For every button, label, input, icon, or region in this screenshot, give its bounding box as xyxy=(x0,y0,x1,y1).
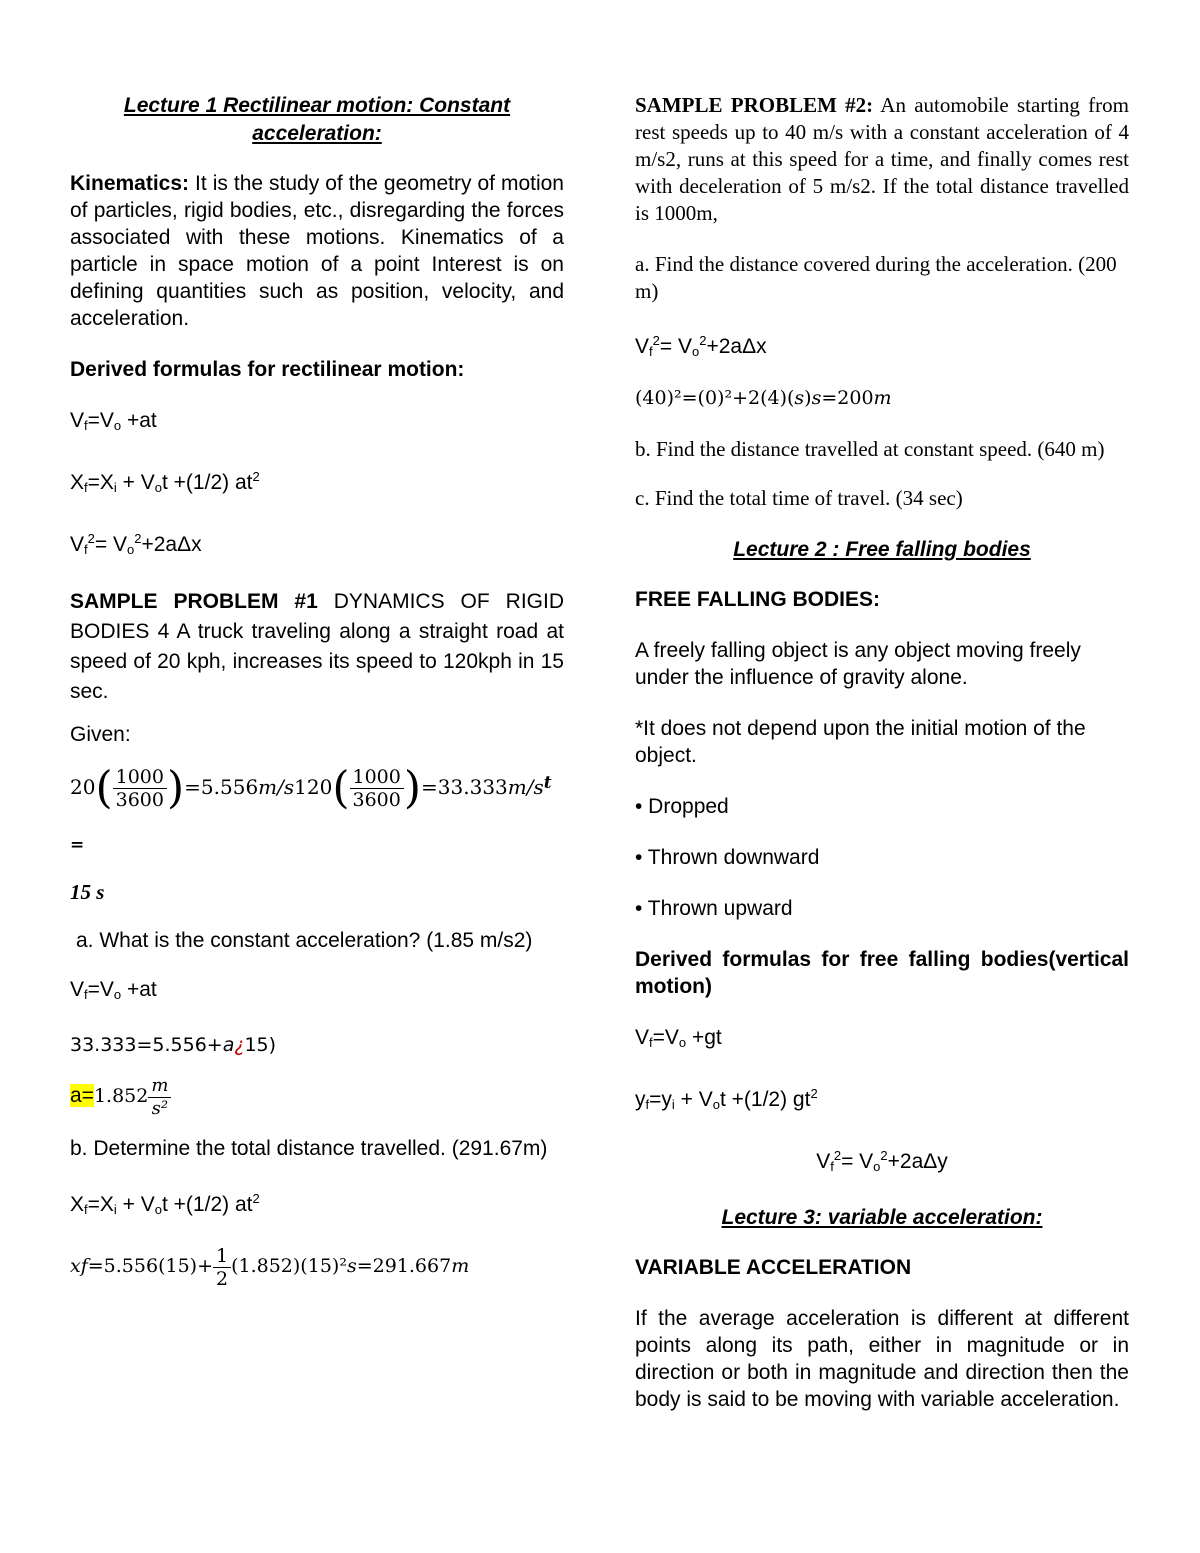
eq40-left: (40)²=(0)²+2(4)( xyxy=(635,387,795,409)
given-time-value: 15 s xyxy=(70,880,105,904)
derived-ff-heading: Derived formulas for free falling bodies(vertical motion) xyxy=(635,948,1129,998)
sp2-label: SAMPLE PROBLEM #2: xyxy=(635,93,874,117)
bullet-dropped: • Dropped xyxy=(635,795,729,818)
sp2-question-c: c. Find the total time of travel. (34 sec) xyxy=(635,486,963,510)
given-unit-1: m/s xyxy=(258,775,295,799)
xf-var: xf xyxy=(70,1255,88,1277)
variable-acceleration-heading: VARIABLE ACCELERATION xyxy=(635,1256,912,1279)
a-unit-num: m xyxy=(148,1075,171,1098)
xf-part-b: (1.852)(15)² xyxy=(231,1255,347,1277)
sample-problem-2 xyxy=(635,92,1129,227)
question-b: b. Determine the total distance travelled. (291.67m) xyxy=(70,1137,548,1160)
ffb-definition: A freely falling object is any object moving freely under the influence of gravity alone. xyxy=(635,639,1081,689)
sp1-label: SAMPLE PROBLEM #1 xyxy=(70,590,318,613)
bullet-thrown-upward: • Thrown upward xyxy=(635,897,793,920)
bullet-thrown-downward: • Thrown downward xyxy=(635,846,820,869)
a-label: a= xyxy=(70,1084,94,1107)
acc-eq-left: 33.333=5.556+ xyxy=(70,1034,223,1056)
acc-eq-end: 15) xyxy=(244,1034,277,1056)
lecture1-title-line2: acceleration: xyxy=(252,122,382,145)
given-unit-2: m/s xyxy=(507,775,544,799)
given-den-2: 3600 xyxy=(352,789,401,811)
kinematics-paragraph xyxy=(70,170,564,332)
ffb-heading: FREE FALLING BODIES: xyxy=(635,588,881,611)
xf-s: s xyxy=(346,1255,357,1277)
given-result-2: =33.333 xyxy=(421,775,508,799)
eq40-m: m xyxy=(873,387,892,409)
kinematics-text: It is the study of the geometry of motion of particles, rigid bodies, etc., disregarding the forces associated with these motions. Kinematics of a particle in space motion of a point Interest is on defining quantities such as position, velocity, and acceleration. xyxy=(70,172,564,330)
formula-yf: $y_f=y_i + V_ot +(1/2)$ $gt^2$ xyxy=(635,1086,818,1112)
given-equation: 20( $\frac{1000}{3600}$ )=5.556m/s120( $\frac{1000}{3600}$ )$=33.333m/s^{t =}$ xyxy=(70,762,552,855)
xf-m: m xyxy=(451,1255,470,1277)
sp2-equation xyxy=(635,385,1129,412)
given-fraction-2 xyxy=(350,766,404,811)
xf-part-a: =5.556(15)+ xyxy=(87,1255,213,1277)
half-fraction xyxy=(213,1245,231,1290)
acceleration-equation xyxy=(70,1032,564,1059)
sp1-text: DYNAMICS OF RIGID BODIES 4 A truck traveling along a straight road at speed of 20 kph, increases its speed to 120kph in 15 sec. xyxy=(70,590,564,703)
kinematics-label: Kinematics: xyxy=(70,172,190,195)
sample-problem-1 xyxy=(70,587,564,707)
given-result-1: =5.556 xyxy=(184,775,259,799)
question-a: a. What is the constant acceleration? (1.85 m/s2) xyxy=(76,929,533,952)
a-unit-fraction xyxy=(148,1075,171,1120)
half-den: 2 xyxy=(216,1267,229,1290)
distance-equation xyxy=(70,1241,564,1291)
ffb-note: *It does not depend upon the initial motion of the object. xyxy=(635,717,1086,767)
sp2-text: An automobile starting from rest speeds up to 40 m/s with a constant acceleration of 4 m/s2, runs at this speed for a time, and finally comes rest with deceleration of 5 m/s2. If the total distance travelled is 1000m, xyxy=(635,93,1130,225)
acc-eq-a: a xyxy=(222,1034,235,1056)
acc-eq-error-glyph: ¿ xyxy=(234,1034,245,1056)
right-column xyxy=(635,92,1129,1437)
given-num-2: 1000 xyxy=(350,766,404,789)
given-v1: 20 xyxy=(70,775,96,799)
a-unit-den: s² xyxy=(151,1098,169,1120)
lecture2-title: Lecture 2 : Free falling bodies xyxy=(733,538,1031,561)
a-value: 1.852 xyxy=(93,1085,149,1107)
given-den-1: 3600 xyxy=(115,789,164,811)
derived-formulas-heading: Derived formulas for rectilinear motion: xyxy=(70,358,465,381)
left-column xyxy=(70,92,564,1291)
formula-vf-at: $V_f=V_o +at$ xyxy=(70,409,157,433)
lecture1-title xyxy=(70,92,564,148)
acceleration-result xyxy=(70,1073,564,1121)
given-label: Given: xyxy=(70,723,131,746)
xf-part-c: =291.667 xyxy=(356,1255,452,1277)
eq40-end: =200 xyxy=(821,387,874,409)
formula-vf-squared-y: $V_f^2= V_o^2+2a\Delta y$ xyxy=(816,1148,948,1174)
given-fraction-1 xyxy=(113,766,167,811)
eq40-s: s xyxy=(794,387,805,409)
formula-xf-2: $X_f=X_i + V_ot +(1/2)$ $at^2$ xyxy=(70,1191,260,1217)
lecture1-title-line1: Lecture 1 Rectilinear motion: Constant xyxy=(123,94,511,117)
sp2-question-b: b. Find the distance travelled at constant speed. (640 m) xyxy=(635,437,1105,461)
eq40-mid: ) xyxy=(804,387,812,409)
formula-vf-squared: $V_f^2= V_o^2+2a\Delta x$ xyxy=(70,531,202,557)
lecture3-title: Lecture 3: variable acceleration: xyxy=(721,1206,1043,1229)
formula-vf-at-2: $V_f=V_o +at$ xyxy=(70,978,157,1002)
formula-vf-gt: $V_f=V_o +gt$ xyxy=(635,1026,722,1050)
given-time-label: t = xyxy=(70,773,552,855)
formula-xf: $X_f=X_i + V_ot +(1/2)$ $at^2$ xyxy=(70,469,260,495)
eq40-s2: s xyxy=(811,387,822,409)
formula-vf-squared-sp2: $V_f^2= V_o^2+2a\Delta x$ xyxy=(635,333,767,359)
variable-acceleration-text: If the average acceleration is different at different points along its path, either in magnitude or in direction or both in magnitude and direction then the body is said to be moving with variable acceleration. xyxy=(635,1307,1129,1411)
sp2-question-a: a. Find the distance covered during the acceleration. (200 m) xyxy=(635,252,1117,303)
given-num-1: 1000 xyxy=(113,766,167,789)
given-v2: 120 xyxy=(294,775,333,799)
half-num: 1 xyxy=(213,1245,231,1268)
